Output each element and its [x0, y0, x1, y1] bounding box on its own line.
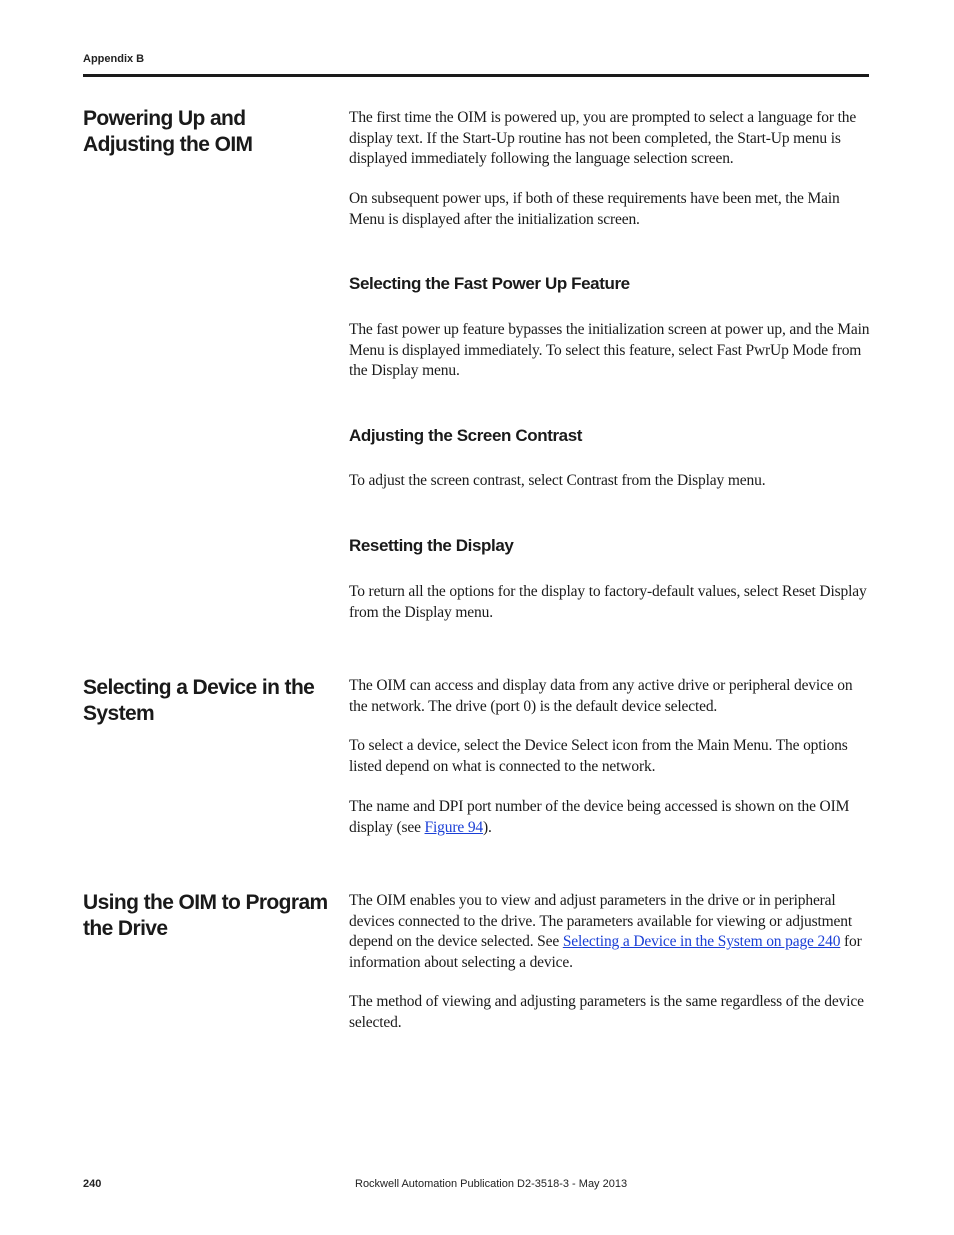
paragraph-selecting-device-3: [349, 797, 871, 838]
figure-94-link[interactable]: Figure 94: [424, 818, 484, 836]
text-run: ).: [483, 818, 492, 836]
paragraph-using-oim-1: [349, 891, 871, 973]
header-rule: [83, 74, 869, 77]
selecting-device-page-link[interactable]: Selecting a Device in the System on page 240: [562, 933, 841, 950]
page-number: 240: [83, 1178, 102, 1190]
section-heading-using-oim: Using the OIM to Program the Drive: [83, 891, 328, 940]
paragraph-using-oim-2: The method of viewing and adjusting parameters is the same regardless of the device selected.: [349, 993, 864, 1031]
paragraph-selecting-device-2: To select a device, select the Device Select icon from the Main Menu. The options listed depend on what is connected to the network.: [349, 737, 848, 775]
paragraph-powering-up-2: On subsequent power ups, if both of these requirements have been met, the Main Menu is displayed after the initialization screen.: [349, 190, 840, 228]
paragraph-fast-power-up: The fast power up feature bypasses the initialization screen at power up, and the Main Menu is displayed immediately. To select this feature, select Fast PwrUp Mode from the Display menu.: [349, 321, 870, 379]
paragraph-resetting-display: To return all the options for the display to factory-default values, select Reset Display from the Display menu.: [349, 583, 867, 621]
running-header: Appendix B: [83, 53, 145, 65]
text-run: for information about selecting a device.: [349, 933, 862, 971]
text-run: The name and DPI port number of the device being accessed is shown on the OIM display (see: [349, 798, 850, 836]
paragraph-powering-up-1: The first time the OIM is powered up, you are prompted to select a language for the display text. If the Start-Up routine has not been completed, the Start-Up menu is displayed immediately following the language selection screen.: [349, 109, 857, 167]
section-heading-powering-up: Powering Up and Adjusting the OIM: [83, 107, 253, 156]
paragraph-screen-contrast: To adjust the screen contrast, select Contrast from the Display menu.: [349, 472, 766, 489]
paragraph-selecting-device-1: The OIM can access and display data from any active drive or peripheral device on the network. The drive (port 0) is the default device selected.: [349, 677, 853, 715]
subheading-screen-contrast: Adjusting the Screen Contrast: [349, 426, 583, 445]
section-heading-selecting-device: Selecting a Device in the System: [83, 676, 315, 725]
subheading-resetting-display: Resetting the Display: [349, 536, 514, 555]
publication-info: Rockwell Automation Publication D2-3518-3 - May 2013: [355, 1178, 628, 1190]
subheading-fast-power-up: Selecting the Fast Power Up Feature: [349, 274, 630, 293]
text-run: The OIM enables you to view and adjust parameters in the drive or in peripheral devices connected to the drive. The parameters available for viewing or adjustment depend on the device selected. See: [349, 892, 853, 950]
